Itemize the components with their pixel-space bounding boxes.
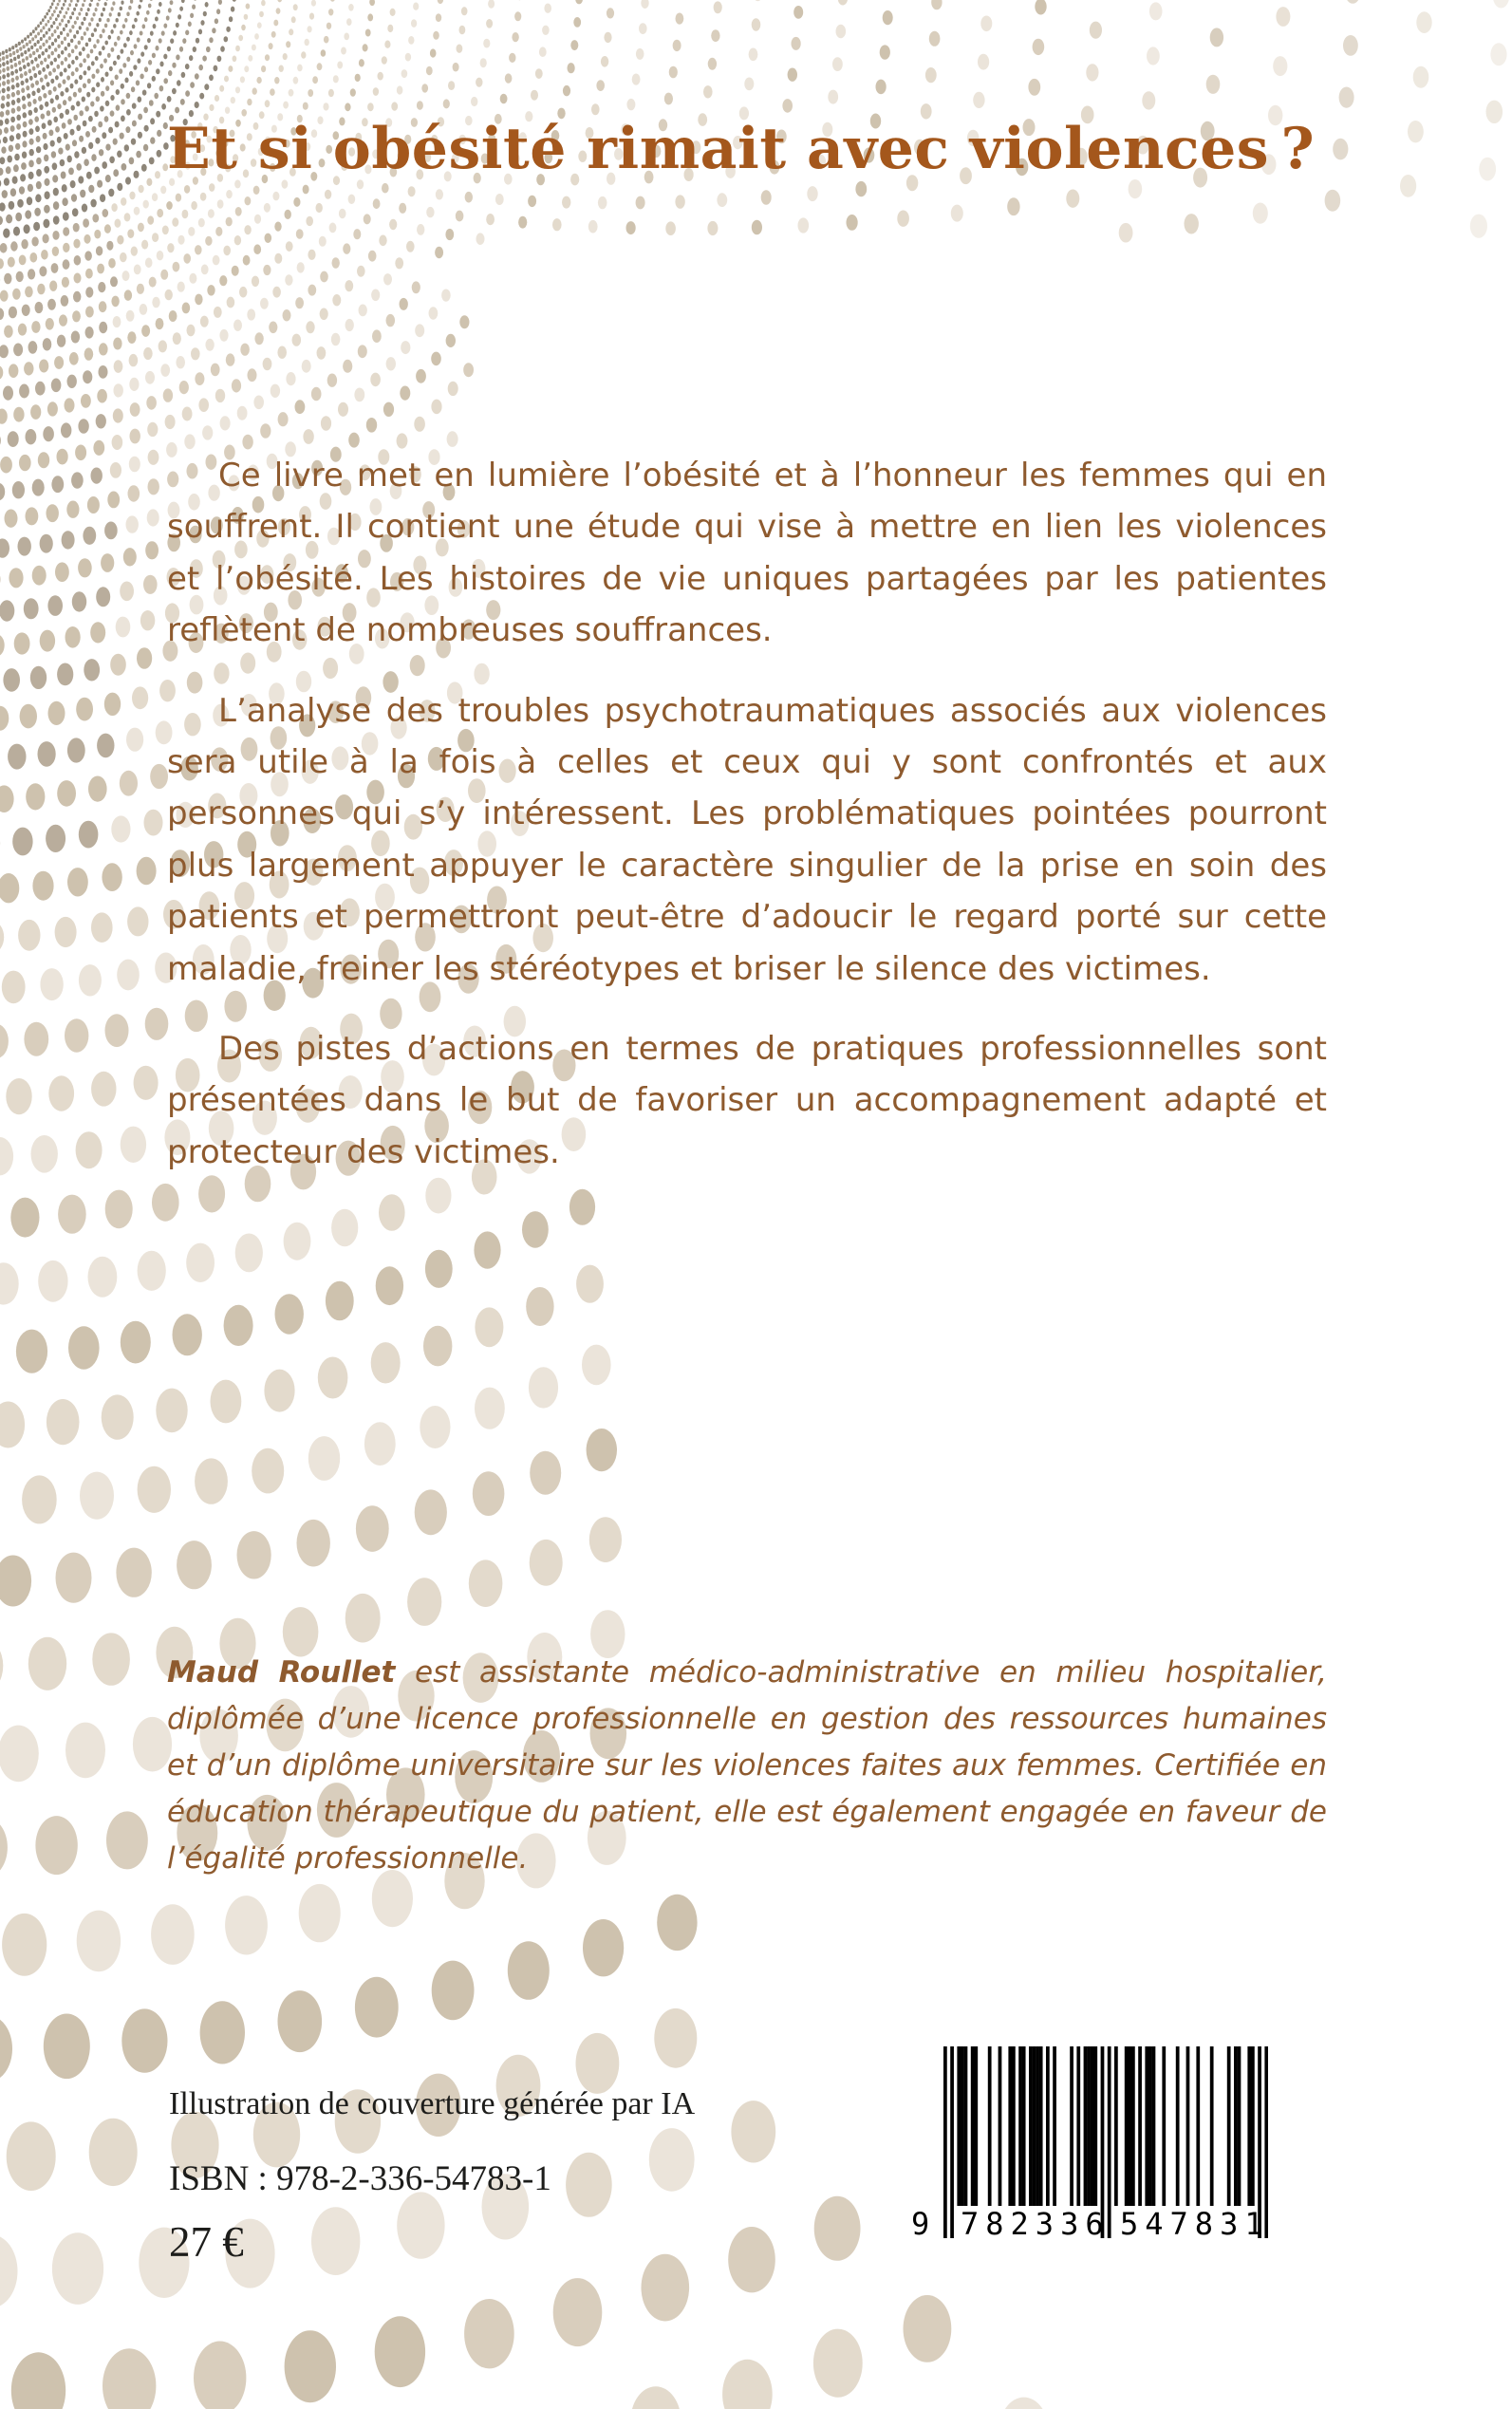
barcode-digit-first: 9 xyxy=(911,2206,930,2242)
author-name: Maud Roullet xyxy=(167,1655,396,1690)
barcode-digits-left: 782336 xyxy=(961,2206,1111,2242)
price: 27 € xyxy=(169,2218,244,2266)
barcode xyxy=(909,2046,1327,2284)
synopsis xyxy=(167,450,1327,1206)
synopsis-paragraph-1: Ce livre met en lumière l’obésité et à l’honneur les femmes qui en souffrent. Il contient une étude qui vise à mettre en lien les violences et l’obésité. Les histoires de vie uniques partagées par les patientes reflètent de nombreuses souffrances. xyxy=(167,457,1327,650)
synopsis-paragraph-2: L’analyse des troubles psychotraumatiques associés aux violences sera utile à la fois à celles et ceux qui y sont confrontés et aux personnes qui s’y intéressent. Les problématiques pointées pourront plus largement appuyer le caractère singulier de la prise en soin des patients et permettront peut-être d’adoucir le regard porté sur cette maladie, freiner les stéréotypes et briser le silence des victimes. xyxy=(167,691,1327,988)
book-title: Et si obésité rimait avec violences ? xyxy=(167,116,1316,182)
isbn-number: ISBN : 978-2-336-54783-1 xyxy=(169,2159,551,2198)
barcode-digits-right: 547831 xyxy=(1120,2206,1270,2242)
author-bio-text: est assistante médico-administrative en milieu hospitalier, diplômée d’une licence professionnelle en gestion des ressources humaines et d’un diplôme universitaire sur les violences faites aux femmes. Certifiée en éducation thérapeutique du patient, elle est également engagée en faveur de l’égalité professionnelle. xyxy=(167,1655,1327,1876)
illustration-credit: Illustration de couverture générée par IA xyxy=(169,2086,696,2121)
synopsis-paragraph-3: Des pistes d’actions en termes de pratiques professionnelles sont présentées dans le but de favoriser un accompagnement adapté et protecteur des victimes. xyxy=(167,1029,1327,1171)
author-bio xyxy=(167,1650,1327,1882)
